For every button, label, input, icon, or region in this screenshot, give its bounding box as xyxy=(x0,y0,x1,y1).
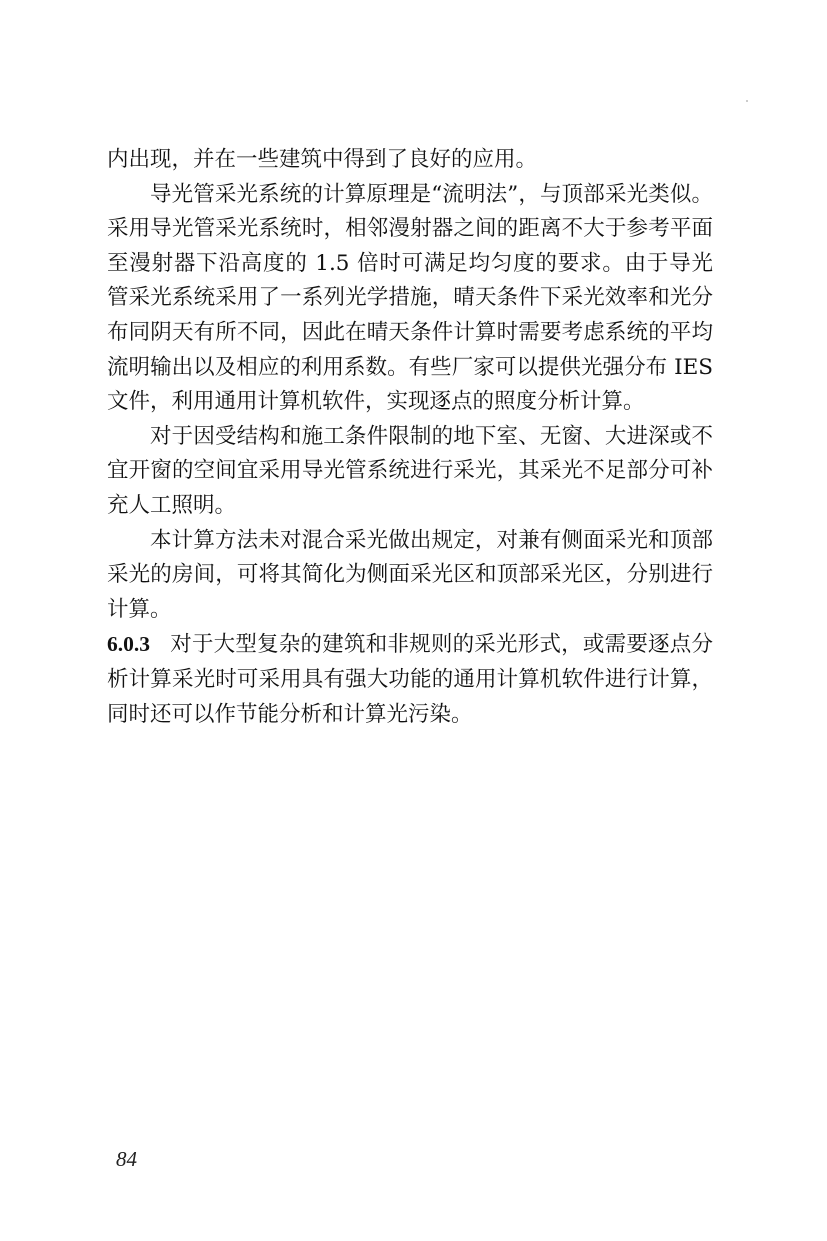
paragraph-light-pipe-calculation: 导光管采光系统的计算原理是“流明法”，与顶部采光类似。采用导光管采光系统时，相邻漫射器之间的距离不大于参考平面至漫射器下沿高度的 1.5 倍时可满足均匀度的要求。由于导光管采光系统采用了一系列光学措施，晴天条件下采光效率和光分布同阴天有所不同，因此在晴天条件计算时需要考虑系统的平均流明输出以及相应的利用系数。有些厂家可以提供光强分布 IES 文件，利用通用计算机软件，实现逐点的照度分析计算。 xyxy=(107,181,713,415)
paragraph-mixed-daylighting: 本计算方法未对混合采光做出规定，对兼有侧面采光和顶部采光的房间，可将其简化为侧面采光区和顶部采光区，分别进行计算。 xyxy=(107,527,713,622)
paragraph-continuation: 内出现，并在一些建筑中得到了良好的应用。 xyxy=(107,147,538,172)
scan-speck xyxy=(746,100,748,102)
page-number: 84 xyxy=(116,1147,137,1171)
clause-number: 6.0.3 xyxy=(107,632,150,657)
paragraph-light-pipe-application: 对于因受结构和施工条件限制的地下室、无窗、大进深或不宜开窗的空间宜采用导光管系统进行采光，其采光不足部分可补充人工照明。 xyxy=(107,423,713,518)
clause-text: 对于大型复杂的建筑和非规则的采光形式，或需要逐点分析计算采光时可采用具有强大功能的通用计算机软件进行计算，同时还可以作节能分析和计算光污染。 xyxy=(107,632,713,727)
clause-paragraph xyxy=(107,627,713,732)
body-text xyxy=(107,143,713,732)
